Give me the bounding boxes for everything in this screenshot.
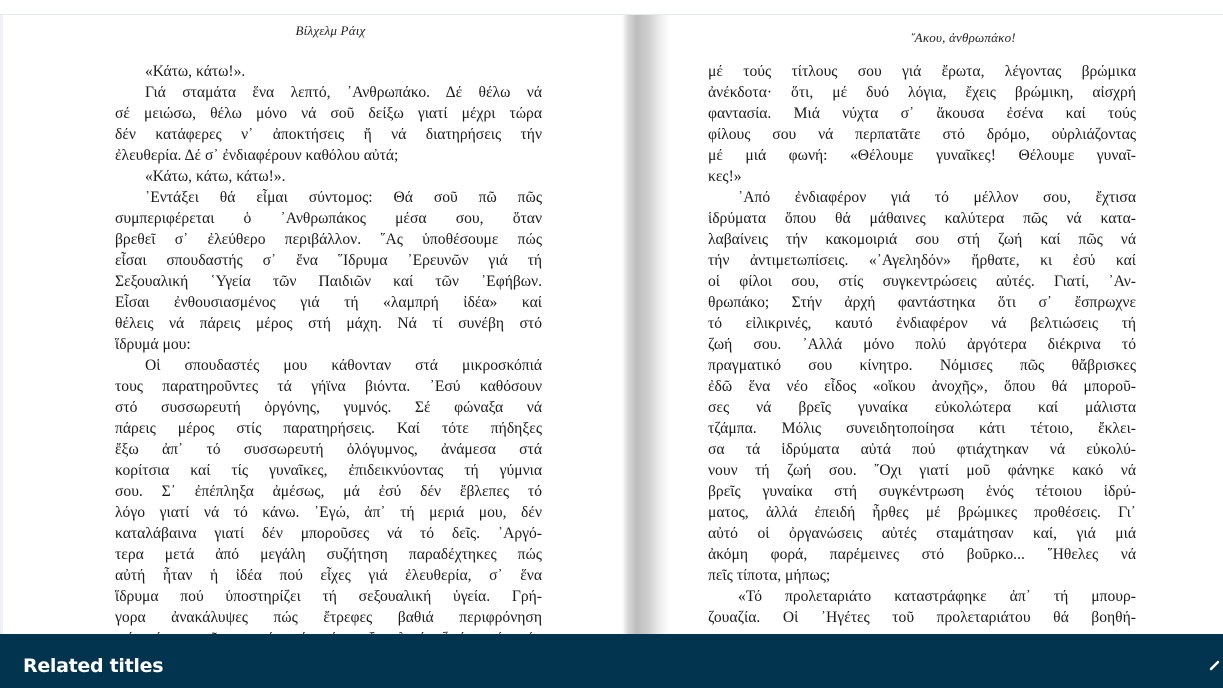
text-line: μέ τούς τίτλους σου γιά ἔρωτα, λέγοντας βρώμικα	[708, 63, 1136, 80]
text-line: αὐτό οἱ ὀργανώσεις αὐτές σταμάτησαν καί, γιά μιά	[708, 525, 1136, 542]
text-line: σες νά βρεῖς γυναίκα εὐκολώτερα καί μάλιστα	[708, 399, 1136, 416]
right-running-head: ῎Ακου, ἀνθρωπάκο!	[910, 30, 1016, 45]
text-line: θρωπάκο; Στήν ἀρχή φαντάστηκα ὅτι σ᾿ ἔσπρωχνε	[708, 294, 1136, 311]
text-line: ᾿Από ἐνδιαφέρον γιά τό μέλλον σου, ἔχτισα	[738, 189, 1136, 206]
text-line: νουν τή ζωή σου. ῎Οχι γιατί μοῦ φάνηκε κακό νά	[708, 462, 1136, 479]
text-line: πραγματικό σου κίνητρο. Νόμισες πῶς θἄβρισκες	[708, 357, 1136, 374]
text-line: λόγο γιατί νά τό κάνω. ᾿Εγώ, ἀπ᾿ τή μεριά μου, δέν	[115, 504, 542, 521]
chevron-up-icon[interactable]	[1209, 658, 1223, 672]
text-line: «Τό προλεταριάτο καταστράφηκε ἀπ᾿ τή μπουρ-	[738, 588, 1136, 605]
text-line: θέλεις νά πάρεις μέρος στή μάχη. Νά τί συνέβη στό	[115, 315, 542, 332]
text-line: ἵδρυμα πού ὑποστηρίζει τή σεξουαλική ὑγεία. Γρή-	[115, 588, 542, 605]
top-toolbar-strip	[0, 0, 1223, 15]
related-titles-heading: Related titles	[23, 655, 164, 677]
text-line: Γιά σταμάτα ἕνα λεπτό, ᾿Ανθρωπάκο. Δέ θέλω νά	[145, 84, 542, 101]
text-line: δέν κατάφερες ν᾿ ἀποκτήσεις ἤ νά διατηρήσεις τήν	[115, 126, 542, 143]
text-line: λαβαίνεις τήν κακομοιριά σου στή ζωή καί πῶς νά	[708, 231, 1136, 248]
text-line: τερα μετά ἀπό μεγάλη συζήτηση παραδέχτηκες πώς	[115, 546, 542, 563]
text-line: ζωή σου. ᾿Αλλά μόνο πολύ ἀργότερα διέκρινα τό	[708, 336, 1136, 353]
text-line: ἔξω ἀπ᾿ τό συσσωρευτή ὁλόγυμνος, ἀνάμεσα στά	[115, 441, 542, 458]
text-line: ἐδῶ ἕνα νέο εἶδος «οἴκου ἀνοχῆς», ὅπου θά μποροῦ-	[708, 378, 1136, 395]
text-line: τήν ἀντιμετωπίσεις. «᾿Αγεληδόν» ἤρθατε, κι ἐσύ καί	[708, 252, 1136, 269]
text-line: καταλάβαινα γιατί δέν μποροῦσες νά τό δεῖς. ᾿Αργό-	[115, 525, 542, 542]
text-line: ζουαζία. Οἱ ᾿Ηγέτες τοῦ προλεταριάτου θά βοηθή-	[708, 609, 1136, 626]
text-line: «Κάτω, κάτω!».	[145, 63, 246, 80]
text-line: σου. Σ᾿ ἐπέπληξα ἀμέσως, μά ἐσύ δέν ἔβλεπες τό	[115, 483, 542, 500]
text-line: ἱδρύματα ὅπου θά μάθαινες καλύτερα πῶς νά κατα-	[708, 210, 1136, 227]
text-line: στό συσσωρευτή ὀργόνης, γυμνός. Σέ φώναξα νά	[115, 399, 542, 416]
text-line: τό εἰλικρινές, καυτό ἐνδιαφέρον νά βελτιώσεις τή	[708, 315, 1136, 332]
left-page-text	[115, 61, 542, 649]
text-line: κες!»	[708, 168, 742, 185]
text-line: βρεθεῖ σ᾿ ἐλεύθερο περιβάλλον. ῞Ας ὑποθέσουμε πώς	[115, 231, 542, 248]
text-line: εἶσαι σπουδαστής σ᾿ ἕνα ῞Ιδρυμα ᾿Ερευνῶν γιά τή	[115, 252, 542, 269]
right-page-text	[708, 61, 1136, 628]
text-line: πεῖς τίποτα, μήπως;	[708, 567, 831, 584]
text-line: πάρεις μέρος στίς παρατηρήσεις. Καί τότε πήδηξες	[115, 420, 542, 437]
text-line: φαντασία. Μιά νύχτα σ᾿ ἄκουσα ἐσένα καί τούς	[708, 105, 1136, 122]
text-line: Οἱ σπουδαστές μου κάθονταν στά μικροσκόπιά	[145, 357, 542, 374]
related-titles-bar[interactable]	[0, 634, 1223, 688]
right-page	[623, 15, 1223, 634]
text-line: μέ μιά φωνή: «Θέλουμε γυναῖκες! Θέλουμε γυναῖ-	[708, 147, 1136, 164]
text-line: τζάμπα. Μόλις συνειδητοποίησα κάτι τέτοιο, ἔκλει-	[708, 420, 1136, 437]
text-line: «Κάτω, κάτω, κάτω!».	[145, 168, 286, 185]
text-line: φίλους σου νά περπατᾶτε στό δρόμο, οὐρλιάζοντας	[708, 126, 1136, 143]
document-viewer[interactable]	[0, 15, 1223, 634]
text-line: σα τά ἱδρύματα αὐτά πού φτιάχτηκαν νά εὐκολύ-	[708, 441, 1136, 458]
text-line: ματος, ἀλλά ἐπειδή ἦρθες μέ βρώμικες προθέσεις. Γι᾿	[708, 504, 1136, 521]
text-line: Εἶσαι ἐνθουσιασμένος γιά τή «λαμπρή ἰδέα» καί	[115, 294, 542, 311]
text-line: βρεῖς γυναίκα στή συγκέντρωση ἑνός τέτοιου ἱδρύ-	[708, 483, 1136, 500]
left-running-head: Βίλχελμ Ράιχ	[295, 23, 366, 38]
text-line: κορίτσια καί τίς γυναῖκες, ἐπιδεικνύοντας τή γύμνια	[115, 462, 542, 479]
text-line: οἱ φίλοι σου, στίς συγκεντρώσεις αὐτές. Γιατί, ᾿Αν-	[708, 273, 1136, 290]
text-line: ᾿Εντάξει θά εἶμαι σύντομος: Θά σοῦ πῶ πῶς	[145, 189, 542, 206]
text-line: αὐτή ἦταν ἡ ἰδέα πού εἶχες γιά ἐλευθερία, σ᾿ ἕνα	[115, 567, 542, 584]
text-line: γορα ἀνακάλυψες πώς ἔτρεφες βαθιά περιφρόνηση	[115, 609, 542, 626]
text-line: σέ μειώσω, θέλω μόνο νά σοῦ δείξω γιατί μέχρι τώρα	[115, 105, 542, 122]
text-line: τους παρατηροῦντες τά γήϊνα βιόντα. ᾿Εσύ καθόσουν	[115, 378, 542, 395]
text-line: Σεξουαλική ῾Υγεία τῶν Παιδιῶν καί τῶν ᾿Εφήβων.	[115, 273, 542, 290]
text-line: ἀνέκδοτα· ὅτι, μέ δυό λόγια, ἔχεις βρώμικη, αἰσχρή	[708, 84, 1136, 101]
text-line: ἐλευθερία. Δέ σ᾿ ἐνδιαφέρουν καθόλου αὐτά;	[115, 147, 399, 164]
text-line: ἵδρυμά μου:	[115, 336, 191, 353]
left-page	[3, 15, 623, 634]
text-line: ἀκόμη φορά, παρέμεινες στό βοῦρκο... ῞Ηθελες νά	[708, 546, 1136, 563]
text-line: συμπεριφέρεται ὁ ᾿Ανθρωπάκος μέσα σου, ὅταν	[115, 210, 542, 227]
